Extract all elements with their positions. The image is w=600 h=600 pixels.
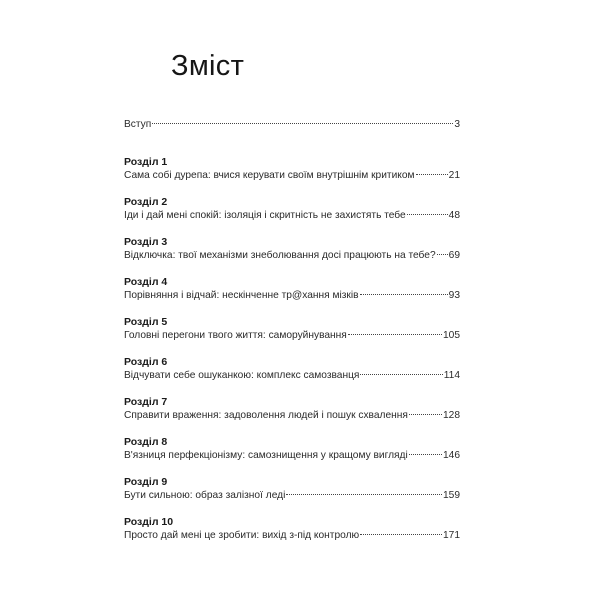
toc-page-number: 171 [443,530,460,541]
toc-entry-title: Відключка: твої механізми знеболювання досі працюють на тебе? [124,250,436,261]
toc-entry-chapter [124,316,460,343]
dot-leader [409,414,442,415]
toc-entry-title: Сама собі дурепа: вчися керувати своїм внутрішнім критиком [124,170,415,181]
toc-entry-chapter [124,156,460,183]
chapter-label: Розділ 3 [124,236,168,248]
toc-entry-chapter [124,196,460,223]
toc-entry-chapter [124,476,460,503]
toc-entry-title: Вступ [124,119,152,130]
dot-leader [360,294,448,295]
toc-page-number: 93 [448,290,460,301]
toc-entry-title: Бути сильною: образ залізної леді [124,490,286,501]
dot-leader [409,454,442,455]
dot-leader [407,214,448,215]
toc-entry-title: Головні перегони твого життя: саморуйнування [124,330,347,341]
toc-page-number: 21 [448,170,460,181]
dot-leader [286,494,442,495]
toc-page-number: 48 [448,210,460,221]
chapter-label: Розділ 2 [124,196,168,208]
toc-page-number: 3 [454,119,460,130]
chapter-label: Розділ 9 [124,476,168,488]
toc-entry-chapter [124,356,460,383]
toc-page-number: 105 [443,330,460,341]
chapter-label: Розділ 8 [124,436,168,448]
toc-entry-chapter [124,396,460,423]
dot-leader [416,174,448,175]
toc-entry-title: В'язниця перфекціонізму: самознищення у кращому вигляді [124,450,408,461]
dot-leader [152,123,453,124]
toc-entry-title: Відчувати себе ошуканкою: комплекс самозванця [124,370,360,381]
toc-page-number: 146 [443,450,460,461]
dot-leader [360,374,442,375]
toc-page-number: 114 [443,370,460,381]
chapter-label: Розділ 4 [124,276,168,288]
toc-entry-chapter [124,276,460,303]
dot-leader [348,334,442,335]
chapter-label: Розділ 1 [124,156,168,168]
toc-entry-intro [124,118,460,156]
chapter-label: Розділ 10 [124,516,174,528]
chapter-label: Розділ 7 [124,396,168,408]
toc-entry-title: Справити враження: задоволення людей і пошук схвалення [124,410,408,421]
toc-page-number: 159 [443,490,460,501]
toc-entry-chapter [124,436,460,463]
toc-entry-chapter [124,516,460,543]
dot-leader [437,254,448,255]
dot-leader [360,534,442,535]
toc-entry-title: Іди і дай мені спокій: ізоляція і скритність не захистять тебе [124,210,406,221]
toc-entry-chapter [124,236,460,263]
toc-page-number: 128 [443,410,460,421]
chapter-label: Розділ 5 [124,316,168,328]
toc-entry-title: Просто дай мені це зробити: вихід з-під контролю [124,530,360,541]
page-title: Зміст [171,50,245,82]
toc-page-number: 69 [448,250,460,261]
table-of-contents [124,118,460,543]
chapter-label: Розділ 6 [124,356,168,368]
toc-entry-title: Порівняння і відчай: нескінченне тр@хання мізків [124,290,359,301]
